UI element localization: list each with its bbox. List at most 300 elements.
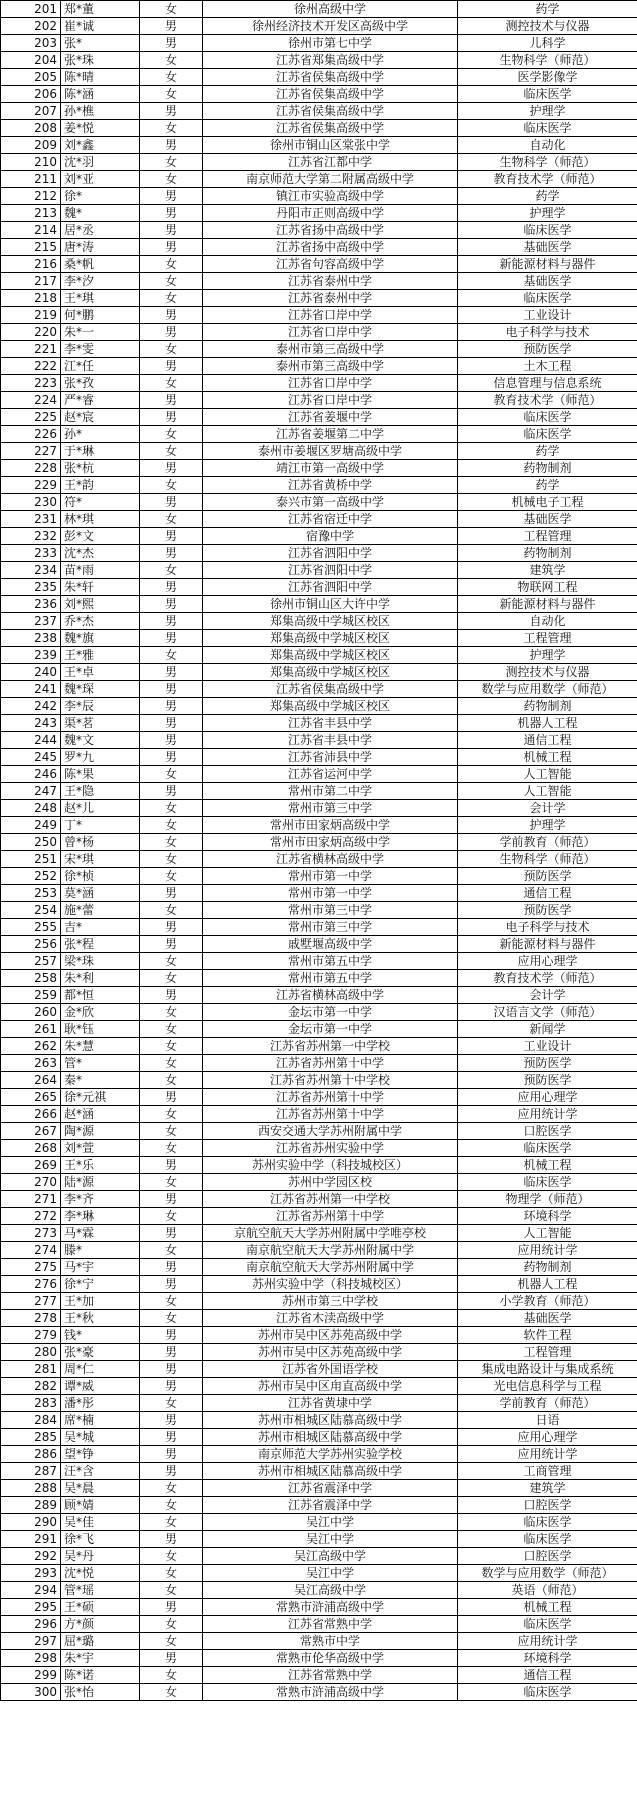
school-name: 常熟市浒浦高级中学 <box>203 1599 458 1616</box>
gender: 女 <box>140 970 203 987</box>
gender: 男 <box>140 1650 203 1667</box>
student-name: 王*琪 <box>61 290 140 307</box>
gender: 男 <box>140 1446 203 1463</box>
row-number: 287 <box>1 1463 61 1480</box>
school-name: 常州市第三中学 <box>203 919 458 936</box>
table-row <box>1 562 637 579</box>
student-name: 魏*文 <box>61 732 140 749</box>
table-row <box>1 936 637 953</box>
school-name: 江苏省苏州第一中学校 <box>203 1191 458 1208</box>
gender: 男 <box>140 1378 203 1395</box>
school-name: 江苏省扬中高级中学 <box>203 239 458 256</box>
school-name: 江苏省侯集高级中学 <box>203 103 458 120</box>
row-number: 254 <box>1 902 61 919</box>
school-name: 戚墅堰高级中学 <box>203 936 458 953</box>
school-name: 江苏省苏州第十中学 <box>203 1055 458 1072</box>
major-name: 数学与应用数学（师范） <box>458 681 637 698</box>
major-name: 日语 <box>458 1412 637 1429</box>
table-row <box>1 1089 637 1106</box>
row-number: 248 <box>1 800 61 817</box>
table-row <box>1 1548 637 1565</box>
student-name: 朱*慧 <box>61 1038 140 1055</box>
major-name: 药物制剂 <box>458 460 637 477</box>
school-name: 江苏省横林高级中学 <box>203 987 458 1004</box>
row-number: 274 <box>1 1242 61 1259</box>
gender: 女 <box>140 800 203 817</box>
table-row <box>1 1310 637 1327</box>
student-name: 郑*董 <box>61 1 140 18</box>
major-name: 光电信息科学与工程 <box>458 1378 637 1395</box>
gender: 女 <box>140 1038 203 1055</box>
table-row <box>1 1650 637 1667</box>
table-row <box>1 868 637 885</box>
student-name: 宋*琪 <box>61 851 140 868</box>
gender: 女 <box>140 851 203 868</box>
table-row <box>1 885 637 902</box>
student-name: 朱*宇 <box>61 1650 140 1667</box>
gender: 女 <box>140 1242 203 1259</box>
student-name: 桑*帆 <box>61 256 140 273</box>
table-row <box>1 698 637 715</box>
student-name: 刘*萱 <box>61 1140 140 1157</box>
student-name: 秦* <box>61 1072 140 1089</box>
row-number: 233 <box>1 545 61 562</box>
gender: 女 <box>140 1514 203 1531</box>
school-name: 江苏省姜堰第二中学 <box>203 426 458 443</box>
gender: 男 <box>140 579 203 596</box>
table-row <box>1 1293 637 1310</box>
major-name: 护理学 <box>458 647 637 664</box>
gender: 女 <box>140 868 203 885</box>
gender: 女 <box>140 443 203 460</box>
student-name: 陶*源 <box>61 1123 140 1140</box>
gender: 女 <box>140 647 203 664</box>
major-name: 预防医学 <box>458 341 637 358</box>
gender: 男 <box>140 205 203 222</box>
student-name: 王*秋 <box>61 1310 140 1327</box>
gender: 男 <box>140 494 203 511</box>
school-name: 江苏省泰州中学 <box>203 290 458 307</box>
school-name: 江苏省丰县中学 <box>203 715 458 732</box>
school-name: 江苏省口岸中学 <box>203 392 458 409</box>
row-number: 291 <box>1 1531 61 1548</box>
row-number: 257 <box>1 953 61 970</box>
school-name: 江苏省常熟中学 <box>203 1667 458 1684</box>
student-name: 魏*琛 <box>61 681 140 698</box>
student-name: 于*琳 <box>61 443 140 460</box>
gender: 女 <box>140 52 203 69</box>
gender: 男 <box>140 664 203 681</box>
student-name: 张* <box>61 35 140 52</box>
major-name: 学前教育（师范） <box>458 1395 637 1412</box>
school-name: 苏州实验中学（科技城校区） <box>203 1276 458 1293</box>
major-name: 临床医学 <box>458 290 637 307</box>
row-number: 235 <box>1 579 61 596</box>
row-number: 255 <box>1 919 61 936</box>
row-number: 269 <box>1 1157 61 1174</box>
row-number: 259 <box>1 987 61 1004</box>
table-row <box>1 1242 637 1259</box>
table-row <box>1 1344 637 1361</box>
row-number: 245 <box>1 749 61 766</box>
table-row <box>1 273 637 290</box>
gender: 男 <box>140 1276 203 1293</box>
major-name: 自动化 <box>458 613 637 630</box>
school-name: 江苏省运河中学 <box>203 766 458 783</box>
gender: 男 <box>140 545 203 562</box>
table-row <box>1 834 637 851</box>
student-name: 徐*元祺 <box>61 1089 140 1106</box>
gender: 女 <box>140 1140 203 1157</box>
row-number: 262 <box>1 1038 61 1055</box>
row-number: 204 <box>1 52 61 69</box>
table-row <box>1 409 637 426</box>
school-name: 江苏省苏州实验中学 <box>203 1140 458 1157</box>
student-name: 张*珠 <box>61 52 140 69</box>
major-name: 应用心理学 <box>458 953 637 970</box>
row-number: 205 <box>1 69 61 86</box>
school-name: 常熟市中学 <box>203 1633 458 1650</box>
major-name: 预防医学 <box>458 1072 637 1089</box>
table-row <box>1 290 637 307</box>
school-name: 徐州市铜山区棠张中学 <box>203 137 458 154</box>
gender: 女 <box>140 1565 203 1582</box>
school-name: 金坛市第一中学 <box>203 1021 458 1038</box>
major-name: 工商管理 <box>458 1463 637 1480</box>
gender: 女 <box>140 1106 203 1123</box>
student-name: 施*蕾 <box>61 902 140 919</box>
school-name: 郑集高级中学城区校区 <box>203 647 458 664</box>
major-name: 应用心理学 <box>458 1429 637 1446</box>
school-name: 江苏省宿迁中学 <box>203 511 458 528</box>
student-name: 何*鹏 <box>61 307 140 324</box>
major-name: 基础医学 <box>458 511 637 528</box>
table-row <box>1 392 637 409</box>
row-number: 263 <box>1 1055 61 1072</box>
major-name: 临床医学 <box>458 1684 637 1701</box>
school-name: 江苏省泗阳中学 <box>203 545 458 562</box>
school-name: 江苏省苏州第十中学 <box>203 1089 458 1106</box>
student-name: 李*雯 <box>61 341 140 358</box>
table-row <box>1 511 637 528</box>
row-number: 214 <box>1 222 61 239</box>
gender: 男 <box>140 358 203 375</box>
major-name: 临床医学 <box>458 222 637 239</box>
school-name: 泰州市第三高级中学 <box>203 341 458 358</box>
row-number: 208 <box>1 120 61 137</box>
major-name: 机械工程 <box>458 1599 637 1616</box>
gender: 女 <box>140 375 203 392</box>
school-name: 丹阳市正则高级中学 <box>203 205 458 222</box>
gender: 女 <box>140 902 203 919</box>
student-name: 管*瑶 <box>61 1582 140 1599</box>
student-name: 孙* <box>61 426 140 443</box>
major-name: 教育技术学（师范） <box>458 970 637 987</box>
gender: 男 <box>140 919 203 936</box>
row-number: 234 <box>1 562 61 579</box>
school-name: 郑集高级中学城区校区 <box>203 630 458 647</box>
table-row <box>1 681 637 698</box>
gender: 女 <box>140 562 203 579</box>
gender: 男 <box>140 103 203 120</box>
row-number: 266 <box>1 1106 61 1123</box>
table-row <box>1 1446 637 1463</box>
school-name: 江苏省江都中学 <box>203 154 458 171</box>
major-name: 临床医学 <box>458 86 637 103</box>
student-name: 陈*晴 <box>61 69 140 86</box>
gender: 女 <box>140 511 203 528</box>
major-name: 工程管理 <box>458 630 637 647</box>
table-row <box>1 1004 637 1021</box>
student-name: 金*欣 <box>61 1004 140 1021</box>
gender: 女 <box>140 477 203 494</box>
gender: 女 <box>140 1055 203 1072</box>
school-name: 江苏省横林高级中学 <box>203 851 458 868</box>
school-name: 江苏省黄埭中学 <box>203 1395 458 1412</box>
student-name: 滕* <box>61 1242 140 1259</box>
student-name: 张*怡 <box>61 1684 140 1701</box>
row-number: 203 <box>1 35 61 52</box>
major-name: 基础医学 <box>458 239 637 256</box>
gender: 女 <box>140 290 203 307</box>
major-name: 信息管理与信息系统 <box>458 375 637 392</box>
gender: 男 <box>140 987 203 1004</box>
row-number: 300 <box>1 1684 61 1701</box>
student-name: 王*加 <box>61 1293 140 1310</box>
table-row <box>1 1259 637 1276</box>
table-row <box>1 1395 637 1412</box>
row-number: 242 <box>1 698 61 715</box>
row-number: 217 <box>1 273 61 290</box>
table-row <box>1 1021 637 1038</box>
major-name: 人工智能 <box>458 1225 637 1242</box>
student-name: 陈*涵 <box>61 86 140 103</box>
student-name: 钱* <box>61 1327 140 1344</box>
row-number: 209 <box>1 137 61 154</box>
student-name: 王*雅 <box>61 647 140 664</box>
gender: 男 <box>140 1191 203 1208</box>
student-name: 徐* <box>61 188 140 205</box>
row-number: 292 <box>1 1548 61 1565</box>
student-name: 张*杭 <box>61 460 140 477</box>
major-name: 临床医学 <box>458 1531 637 1548</box>
gender: 男 <box>140 1599 203 1616</box>
student-name: 王*卓 <box>61 664 140 681</box>
school-name: 苏州市相城区陆慕高级中学 <box>203 1412 458 1429</box>
row-number: 297 <box>1 1633 61 1650</box>
school-name: 泰兴市第一高级中学 <box>203 494 458 511</box>
student-name: 魏* <box>61 205 140 222</box>
gender: 男 <box>140 392 203 409</box>
gender: 男 <box>140 18 203 35</box>
table-row <box>1 1276 637 1293</box>
table-row <box>1 86 637 103</box>
student-name: 赵*涵 <box>61 1106 140 1123</box>
school-name: 苏州市相城区陆慕高级中学 <box>203 1463 458 1480</box>
major-name: 药学 <box>458 1 637 18</box>
table-row <box>1 1616 637 1633</box>
student-name: 朱*一 <box>61 324 140 341</box>
gender: 男 <box>140 35 203 52</box>
school-name: 常州市第二中学 <box>203 783 458 800</box>
gender: 男 <box>140 630 203 647</box>
student-name: 王*乐 <box>61 1157 140 1174</box>
table-row <box>1 664 637 681</box>
row-number: 249 <box>1 817 61 834</box>
major-name: 护理学 <box>458 205 637 222</box>
school-name: 徐州高级中学 <box>203 1 458 18</box>
row-number: 264 <box>1 1072 61 1089</box>
major-name: 生物科学（师范） <box>458 851 637 868</box>
row-number: 253 <box>1 885 61 902</box>
major-name: 自动化 <box>458 137 637 154</box>
table-row <box>1 1429 637 1446</box>
gender: 男 <box>140 596 203 613</box>
table-row <box>1 1531 637 1548</box>
major-name: 人工智能 <box>458 783 637 800</box>
major-name: 工业设计 <box>458 307 637 324</box>
major-name: 建筑学 <box>458 1480 637 1497</box>
major-name: 工程管理 <box>458 1344 637 1361</box>
row-number: 298 <box>1 1650 61 1667</box>
student-name: 王*韵 <box>61 477 140 494</box>
school-name: 常州市第一中学 <box>203 885 458 902</box>
row-number: 240 <box>1 664 61 681</box>
gender: 女 <box>140 834 203 851</box>
gender: 男 <box>140 1327 203 1344</box>
student-name: 李*辰 <box>61 698 140 715</box>
table-row <box>1 188 637 205</box>
school-name: 江苏省木渎高级中学 <box>203 1310 458 1327</box>
gender: 女 <box>140 1174 203 1191</box>
student-name: 李*琳 <box>61 1208 140 1225</box>
major-name: 预防医学 <box>458 868 637 885</box>
row-number: 296 <box>1 1616 61 1633</box>
table-row <box>1 766 637 783</box>
major-name: 软件工程 <box>458 1327 637 1344</box>
major-name: 新能源材料与器件 <box>458 256 637 273</box>
row-number: 280 <box>1 1344 61 1361</box>
school-name: 江苏省常熟中学 <box>203 1616 458 1633</box>
student-name: 张*程 <box>61 936 140 953</box>
table-row <box>1 69 637 86</box>
table-row <box>1 715 637 732</box>
school-name: 南京航空航天大学苏州附属中学 <box>203 1259 458 1276</box>
school-name: 江苏省震泽中学 <box>203 1497 458 1514</box>
table-row <box>1 987 637 1004</box>
student-name: 孙*樵 <box>61 103 140 120</box>
gender: 男 <box>140 1429 203 1446</box>
gender: 女 <box>140 426 203 443</box>
major-name: 物理学（师范） <box>458 1191 637 1208</box>
gender: 男 <box>140 1531 203 1548</box>
gender: 男 <box>140 715 203 732</box>
student-name: 林*琪 <box>61 511 140 528</box>
major-name: 环境科学 <box>458 1208 637 1225</box>
school-name: 江苏省姜堰中学 <box>203 409 458 426</box>
table-row <box>1 1157 637 1174</box>
school-name: 江苏省句容高级中学 <box>203 256 458 273</box>
school-name: 徐州市铜山区大许中学 <box>203 596 458 613</box>
major-name: 药学 <box>458 188 637 205</box>
gender: 女 <box>140 1548 203 1565</box>
school-name: 江苏省泗阳中学 <box>203 579 458 596</box>
gender: 男 <box>140 324 203 341</box>
table-row <box>1 307 637 324</box>
gender: 男 <box>140 732 203 749</box>
table-row <box>1 1497 637 1514</box>
student-name: 王*隐 <box>61 783 140 800</box>
major-name: 汉语言文学（师范） <box>458 1004 637 1021</box>
gender: 女 <box>140 1021 203 1038</box>
row-number: 277 <box>1 1293 61 1310</box>
student-name: 罗*九 <box>61 749 140 766</box>
row-number: 283 <box>1 1395 61 1412</box>
school-name: 郑集高级中学城区校区 <box>203 613 458 630</box>
gender: 女 <box>140 766 203 783</box>
major-name: 应用统计学 <box>458 1242 637 1259</box>
student-name: 屈*璐 <box>61 1633 140 1650</box>
student-name: 赵*宸 <box>61 409 140 426</box>
table-body <box>1 1 637 1701</box>
student-name: 顾*婧 <box>61 1497 140 1514</box>
school-name: 江苏省口岸中学 <box>203 324 458 341</box>
student-name: 耿*钰 <box>61 1021 140 1038</box>
school-name: 郑集高级中学城区校区 <box>203 698 458 715</box>
school-name: 泰州市第三高级中学 <box>203 358 458 375</box>
school-name: 镇江市实验高级中学 <box>203 188 458 205</box>
student-name: 沈*悦 <box>61 1565 140 1582</box>
student-name: 徐*宁 <box>61 1276 140 1293</box>
row-number: 278 <box>1 1310 61 1327</box>
gender: 女 <box>140 1582 203 1599</box>
gender: 男 <box>140 885 203 902</box>
student-name: 潘*彤 <box>61 1395 140 1412</box>
school-name: 江苏省丰县中学 <box>203 732 458 749</box>
major-name: 会计学 <box>458 800 637 817</box>
table-row <box>1 52 637 69</box>
major-name: 临床医学 <box>458 409 637 426</box>
student-name: 梁*珠 <box>61 953 140 970</box>
gender: 女 <box>140 86 203 103</box>
table-row <box>1 902 637 919</box>
school-name: 苏州市第三中学校 <box>203 1293 458 1310</box>
table-row <box>1 1412 637 1429</box>
table-row <box>1 579 637 596</box>
school-name: 常熟市浒浦高级中学 <box>203 1684 458 1701</box>
major-name: 基础医学 <box>458 1310 637 1327</box>
student-name: 席*楠 <box>61 1412 140 1429</box>
major-name: 药学 <box>458 477 637 494</box>
row-number: 272 <box>1 1208 61 1225</box>
table-row <box>1 205 637 222</box>
table-row <box>1 1055 637 1072</box>
table-row <box>1 1208 637 1225</box>
gender: 男 <box>140 613 203 630</box>
gender: 女 <box>140 1123 203 1140</box>
table-row <box>1 1191 637 1208</box>
gender: 男 <box>140 1259 203 1276</box>
table-row <box>1 1361 637 1378</box>
gender: 男 <box>140 460 203 477</box>
gender: 男 <box>140 222 203 239</box>
table-row <box>1 222 637 239</box>
row-number: 237 <box>1 613 61 630</box>
student-name: 沈*羽 <box>61 154 140 171</box>
student-name: 王*硕 <box>61 1599 140 1616</box>
major-name: 药学 <box>458 443 637 460</box>
major-name: 应用统计学 <box>458 1446 637 1463</box>
